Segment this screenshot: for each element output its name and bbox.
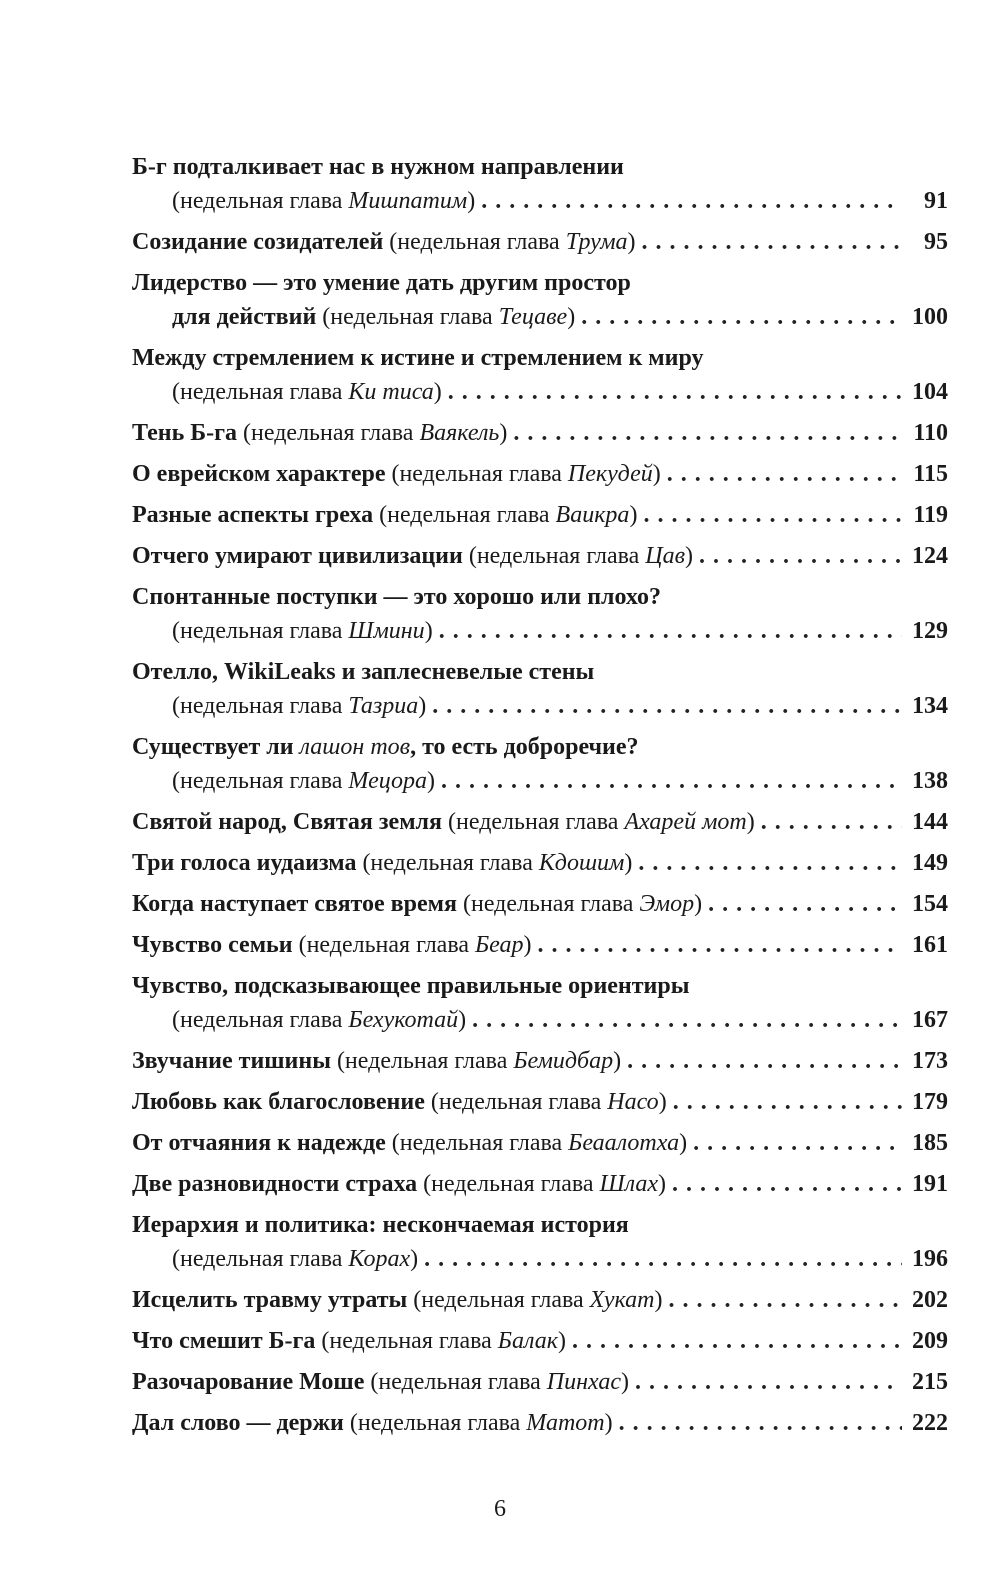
chapter-name: Тецаве	[498, 304, 568, 330]
entry-note: )	[624, 850, 633, 876]
toc-entry-title-line	[132, 1324, 948, 1358]
toc-entry	[132, 150, 948, 218]
toc-page-number: 144	[912, 809, 948, 835]
toc-entry-text	[132, 1208, 629, 1242]
entry-title: От отчаяния к надежде	[132, 1130, 386, 1156]
toc-entry-title-line	[132, 150, 948, 184]
toc-entry-title-line	[132, 225, 948, 259]
entry-note: )	[499, 420, 508, 446]
chapter-name: Ки тиса	[348, 379, 434, 405]
toc-entry-title-line	[132, 1126, 948, 1160]
toc-entry-title-line	[132, 539, 948, 573]
toc-page-number: 115	[913, 461, 948, 487]
toc-entry-title-line	[132, 928, 948, 962]
toc-entry	[132, 580, 948, 648]
toc-page-number: 119	[913, 502, 948, 528]
entry-note: (недельная глава	[385, 1130, 569, 1156]
chapter-name: Мишпатим	[348, 188, 468, 214]
toc-page-number: 95	[924, 229, 948, 255]
entry-note: (недельная глава	[456, 891, 640, 917]
toc-page-number: 91	[924, 188, 948, 214]
dot-leader	[673, 1085, 902, 1119]
toc-page-number: 191	[912, 1171, 948, 1197]
entry-note: (недельная глава	[385, 461, 568, 487]
toc-entry-title-line	[132, 969, 948, 1003]
entry-note: )	[627, 229, 636, 255]
entry-note: (недельная глава	[373, 502, 556, 528]
chapter-name: Бехукотай	[348, 1007, 459, 1033]
toc-entry-text	[132, 1365, 629, 1399]
toc-page-number: 149	[912, 850, 948, 876]
entry-note: )	[679, 1130, 688, 1156]
entry-note: (недельная глава	[292, 932, 475, 958]
toc-entry-title-line	[132, 266, 948, 300]
chapter-name: Бемидбар	[513, 1048, 614, 1074]
toc-page-number: 202	[912, 1287, 948, 1313]
entry-title: Звучание тишины	[132, 1048, 331, 1074]
dot-leader	[638, 846, 902, 880]
entry-note: )	[685, 543, 694, 569]
toc-page-number: 134	[912, 693, 948, 719]
dot-leader	[668, 1283, 902, 1317]
chapter-name: Шмини	[348, 618, 425, 644]
toc-entry-title-line	[132, 1365, 948, 1399]
entry-title: Отчего умирают цивилизации	[132, 543, 463, 569]
entry-note: (недельная глава	[316, 304, 499, 330]
entry-note: )	[658, 1089, 667, 1115]
entry-note: (недельная глава	[383, 229, 566, 255]
entry-title: Дал слово — держи	[132, 1410, 344, 1436]
toc-entry-text	[132, 846, 632, 880]
toc-entry-continuation-line	[132, 614, 948, 648]
toc-entry-text	[172, 614, 433, 648]
toc-page-number: 100	[912, 304, 948, 330]
toc-entry	[132, 225, 948, 259]
toc-entry-text	[132, 928, 532, 962]
toc-entry	[132, 416, 948, 450]
chapter-name: лашон тов	[299, 734, 411, 760]
toc-entry-title-line	[132, 457, 948, 491]
toc-entry-text	[172, 1003, 466, 1037]
chapter-name: Беаалотха	[568, 1130, 680, 1156]
toc-entry	[132, 1208, 948, 1276]
toc-entry-text	[132, 969, 689, 1003]
toc-entry-title-line	[132, 1167, 948, 1201]
entry-note: )	[613, 1048, 622, 1074]
toc-entry	[132, 1044, 948, 1078]
entry-note: (недельная глава	[172, 618, 349, 644]
toc-page-number: 129	[912, 618, 948, 644]
toc-entry-continuation-line	[132, 764, 948, 798]
entry-title: Между стремлением к истине и стремлением к миру	[132, 345, 704, 371]
toc-page-number: 154	[912, 891, 948, 917]
dot-leader	[627, 1044, 902, 1078]
chapter-name: Насо	[607, 1089, 659, 1115]
toc-page-number: 215	[912, 1369, 948, 1395]
toc-entry	[132, 341, 948, 409]
toc-entry-text	[132, 1126, 687, 1160]
entry-title: Любовь как благословение	[132, 1089, 425, 1115]
dot-leader	[439, 614, 902, 648]
toc-entry-text	[172, 689, 426, 723]
chapter-name: Ваякель	[419, 420, 500, 446]
toc-entry-text	[132, 1406, 613, 1440]
dot-leader	[424, 1242, 902, 1276]
entry-note: (недельная глава	[315, 1328, 498, 1354]
toc-page-number: 179	[912, 1089, 948, 1115]
entry-note: )	[557, 1328, 566, 1354]
toc-entry-title-line	[132, 498, 948, 532]
entry-note: )	[418, 693, 427, 719]
entry-note: (недельная глава	[172, 768, 349, 794]
entry-note: )	[567, 304, 576, 330]
toc-entry	[132, 539, 948, 573]
dot-leader	[699, 539, 902, 573]
toc-entry-text	[132, 266, 631, 300]
toc-entry-title-line	[132, 341, 948, 375]
entry-note: (недельная глава	[330, 1048, 514, 1074]
dot-leader	[581, 300, 902, 334]
dot-leader	[472, 1003, 902, 1037]
toc-page-number: 138	[912, 768, 948, 794]
toc-page-number: 222	[912, 1410, 948, 1436]
dot-leader	[643, 498, 902, 532]
toc-entry-text	[172, 1242, 418, 1276]
toc-entry-text	[132, 498, 637, 532]
entry-title: О еврейском характере	[132, 461, 386, 487]
toc-entry-continuation-line	[132, 1242, 948, 1276]
toc-entry-text	[172, 764, 435, 798]
toc-entry	[132, 805, 948, 839]
entry-title: Чувство, подсказывающее правильные ориентиры	[132, 973, 690, 999]
toc-entry	[132, 498, 948, 532]
toc-entry-title-line	[132, 1208, 948, 1242]
entry-note: )	[746, 809, 755, 835]
dot-leader	[513, 416, 902, 450]
chapter-name: Шлах	[599, 1171, 659, 1197]
toc-entry-continuation-line	[132, 375, 948, 409]
entry-note: (недельная глава	[343, 1410, 527, 1436]
toc-page-number: 124	[912, 543, 948, 569]
toc-entry-text	[132, 1324, 566, 1358]
toc-entry-title-line	[132, 730, 948, 764]
toc-page-number: 196	[912, 1246, 948, 1272]
dot-leader	[441, 764, 902, 798]
entry-title: Отелло, WikiLeaks и заплесневелые стены	[132, 659, 595, 685]
entry-title: Разочарование Моше	[132, 1369, 365, 1395]
toc-entry-title-line	[132, 1283, 948, 1317]
toc-entry	[132, 969, 948, 1037]
toc-entry	[132, 1126, 948, 1160]
dot-leader	[481, 184, 902, 218]
toc-entry-text	[132, 225, 636, 259]
toc-entry-title-line	[132, 1406, 948, 1440]
toc-entry-title-line	[132, 1085, 948, 1119]
entry-title: Разные аспекты греха	[132, 502, 374, 528]
entry-note: )	[621, 1369, 630, 1395]
toc-entry	[132, 1283, 948, 1317]
toc-entry-title-line	[132, 580, 948, 614]
toc-entry-title-line	[132, 1044, 948, 1078]
toc-page-number: 185	[912, 1130, 948, 1156]
toc-entry-text	[132, 1167, 666, 1201]
entry-note: )	[424, 618, 433, 644]
toc-entry-title-line	[132, 846, 948, 880]
entry-note: )	[410, 1246, 419, 1272]
entry-title: Три голоса иудаизма	[132, 850, 357, 876]
entry-note: )	[658, 1171, 667, 1197]
toc-entry	[132, 1406, 948, 1440]
toc-entry-continuation-line	[132, 689, 948, 723]
entry-note: )	[523, 932, 532, 958]
toc-entry-text	[132, 416, 507, 450]
toc-entry-text	[172, 184, 475, 218]
toc-entry-text	[132, 1283, 662, 1317]
toc-page-number: 167	[912, 1007, 948, 1033]
chapter-name: Корах	[348, 1246, 411, 1272]
toc-entry	[132, 846, 948, 880]
dot-leader	[448, 375, 902, 409]
dot-leader	[642, 225, 902, 259]
entry-title: Существует ли	[132, 734, 300, 760]
entry-note: (недельная глава	[407, 1287, 590, 1313]
toc-entry	[132, 928, 948, 962]
toc-entry	[132, 1365, 948, 1399]
toc-entry-text	[132, 539, 693, 573]
toc-entry-continuation-line	[132, 300, 948, 334]
entry-note: )	[694, 891, 703, 917]
entry-title: Когда наступает святое время	[132, 891, 457, 917]
chapter-name: Трума	[565, 229, 628, 255]
toc-entry	[132, 1085, 948, 1119]
entry-title: Две разновидности страха	[132, 1171, 418, 1197]
entry-note: (недельная глава	[424, 1089, 608, 1115]
entry-note: )	[654, 1287, 663, 1313]
dot-leader	[672, 1167, 902, 1201]
dot-leader	[708, 887, 902, 921]
entry-title: для действий	[172, 304, 317, 330]
entry-note: (недельная глава	[442, 809, 625, 835]
toc-entry-title-line	[132, 887, 948, 921]
toc-entry	[132, 730, 948, 798]
entry-title: Иерархия и политика: нескончаемая история	[132, 1212, 629, 1238]
toc-entry-text	[132, 580, 661, 614]
chapter-name: Кдошим	[538, 850, 625, 876]
toc-page-number: 209	[912, 1328, 948, 1354]
toc-page-number: 173	[912, 1048, 948, 1074]
toc-entry	[132, 1167, 948, 1201]
toc-page-number: 104	[912, 379, 948, 405]
chapter-name: Пекудей	[567, 461, 653, 487]
toc-entry-continuation-line	[132, 184, 948, 218]
toc-entry-text	[132, 341, 704, 375]
toc-entry-text	[132, 730, 639, 764]
dot-leader	[761, 805, 902, 839]
chapter-name: Ахарей мот	[624, 809, 747, 835]
entry-note: (недельная глава	[172, 1007, 349, 1033]
chapter-name: Матот	[526, 1410, 605, 1436]
entry-note: (недельная глава	[172, 188, 349, 214]
dot-leader	[693, 1126, 902, 1160]
chapter-name: Эмор	[639, 891, 695, 917]
chapter-name: Пинхас	[546, 1369, 622, 1395]
entry-note: (недельная глава	[172, 379, 349, 405]
toc-entry-text	[132, 150, 624, 184]
toc-page-number: 110	[913, 420, 948, 446]
entry-note: (недельная глава	[172, 1246, 349, 1272]
entry-title: Что смешит Б-га	[132, 1328, 316, 1354]
page-number: 6	[494, 1496, 506, 1522]
chapter-name: Хукат	[589, 1287, 655, 1313]
toc-entry	[132, 1324, 948, 1358]
entry-title: , то есть доброречие?	[410, 734, 639, 760]
entry-note: )	[458, 1007, 467, 1033]
entry-note: (недельная глава	[237, 420, 420, 446]
toc-entry	[132, 655, 948, 723]
entry-note: )	[629, 502, 638, 528]
dot-leader	[667, 457, 902, 491]
dot-leader	[619, 1406, 902, 1440]
chapter-name: Цав	[645, 543, 686, 569]
entry-title: Спонтанные поступки — это хорошо или плохо?	[132, 584, 661, 610]
entry-note: (недельная глава	[356, 850, 539, 876]
dot-leader	[635, 1365, 902, 1399]
entry-note: )	[433, 379, 442, 405]
toc-entry-title-line	[132, 655, 948, 689]
table-of-contents	[132, 150, 948, 1447]
toc-entry-text	[132, 887, 702, 921]
chapter-name: Беар	[475, 932, 524, 958]
entry-note: (недельная глава	[172, 693, 349, 719]
toc-entry-text	[132, 655, 594, 689]
toc-entry-text	[132, 1044, 621, 1078]
entry-note: (недельная глава	[462, 543, 646, 569]
entry-title: Лидерство — это умение дать другим простор	[132, 270, 631, 296]
toc-entry-text	[132, 805, 755, 839]
toc-entry	[132, 266, 948, 334]
chapter-name: Ваикра	[555, 502, 630, 528]
entry-title: Святой народ, Святая земля	[132, 809, 443, 835]
toc-entry-text	[172, 375, 442, 409]
toc-entry-continuation-line	[132, 1003, 948, 1037]
toc-entry-title-line	[132, 416, 948, 450]
entry-note: )	[427, 768, 436, 794]
toc-entry	[132, 457, 948, 491]
toc-entry-text	[132, 457, 661, 491]
dot-leader	[538, 928, 903, 962]
toc-entry-text	[172, 300, 575, 334]
chapter-name: Тазриа	[348, 693, 419, 719]
chapter-name: Балак	[497, 1328, 558, 1354]
toc-entry-title-line	[132, 805, 948, 839]
dot-leader	[572, 1324, 902, 1358]
toc-page-number: 161	[912, 932, 948, 958]
toc-entry-text	[132, 1085, 667, 1119]
entry-title: Б-г подталкивает нас в нужном направлении	[132, 154, 624, 180]
entry-title: Чувство семьи	[132, 932, 293, 958]
dot-leader	[432, 689, 902, 723]
entry-title: Тень Б-га	[132, 420, 238, 446]
chapter-name: Мецора	[348, 768, 428, 794]
entry-title: Исцелить травму утраты	[132, 1287, 408, 1313]
entry-note: )	[652, 461, 661, 487]
entry-note: )	[467, 188, 476, 214]
entry-note: )	[604, 1410, 613, 1436]
entry-note: (недельная глава	[364, 1369, 547, 1395]
entry-title: Созидание созидателей	[132, 229, 384, 255]
toc-entry	[132, 887, 948, 921]
entry-note: (недельная глава	[417, 1171, 600, 1197]
